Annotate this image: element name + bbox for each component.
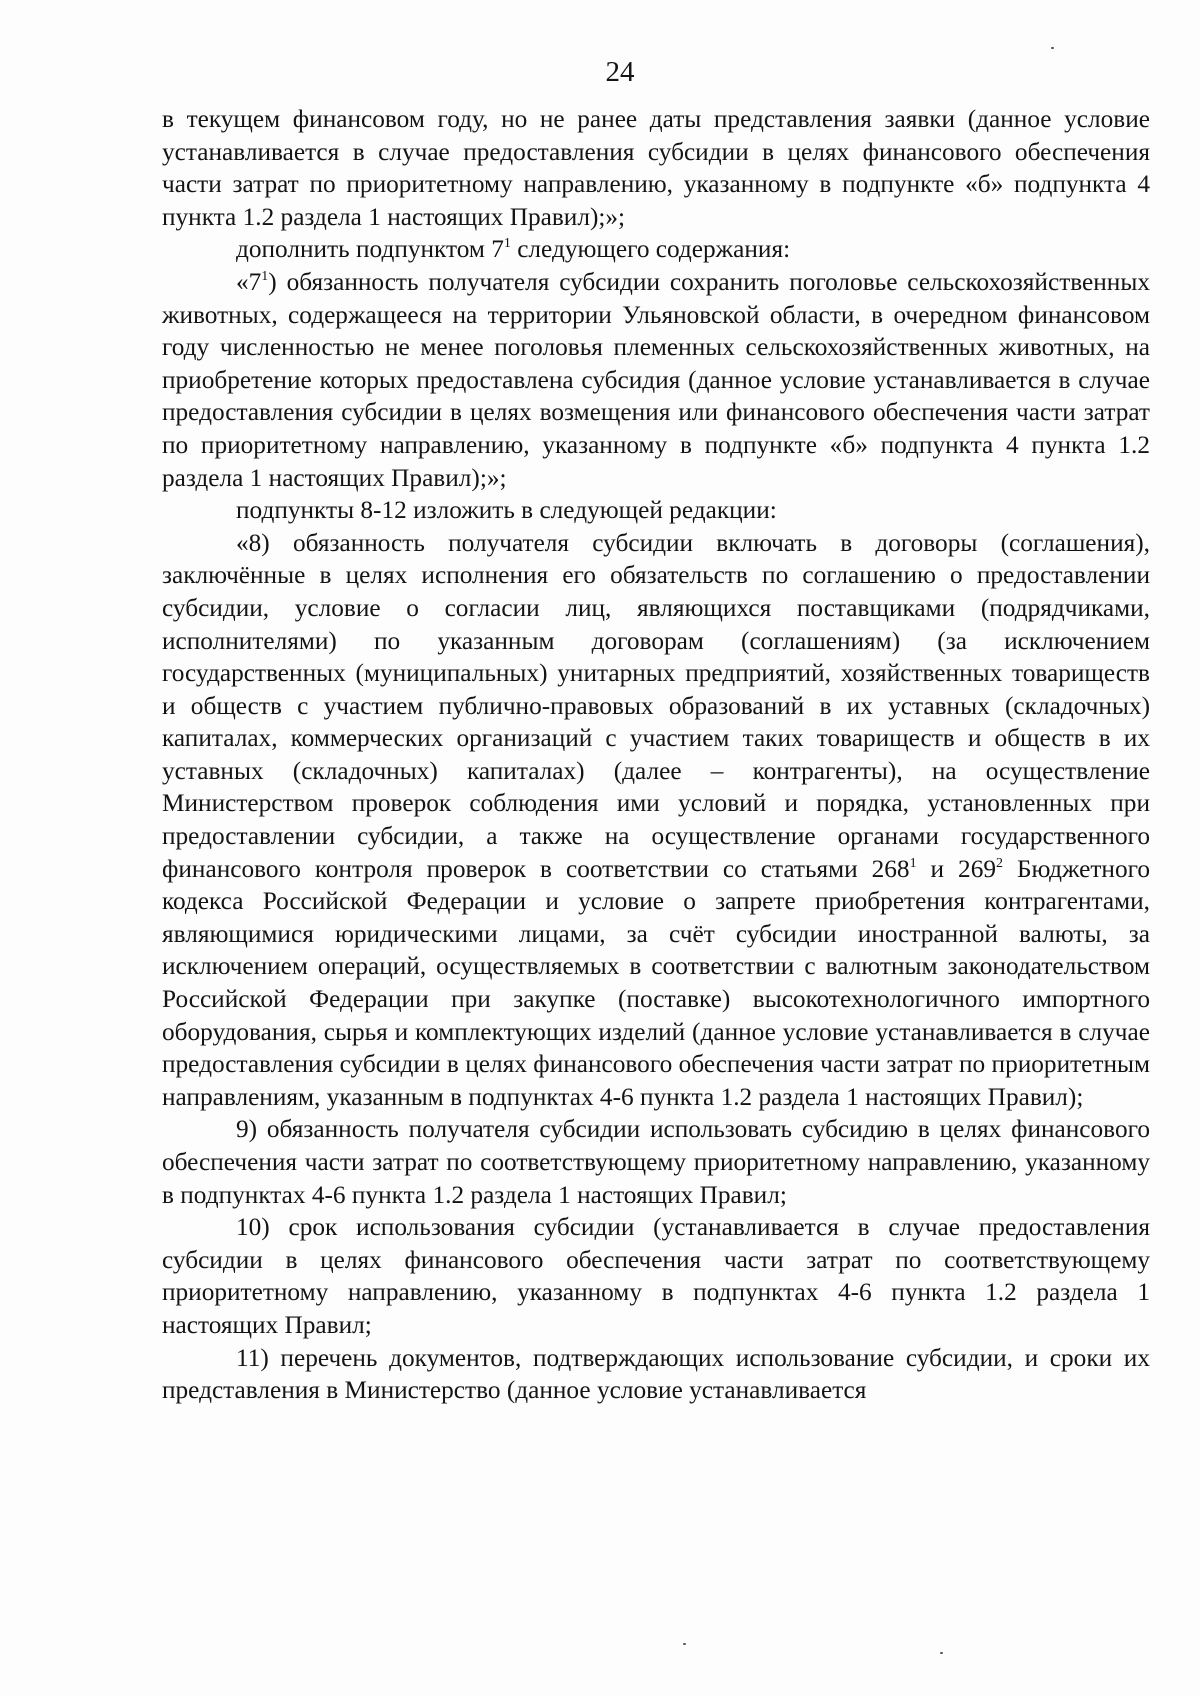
paragraph <box>162 1211 1150 1341</box>
paragraph <box>162 103 1150 233</box>
paragraph-text: 9) обязанность получателя субсидии использовать субсидию в целях финансового обеспечения части затрат по соответствующему приоритетному направлению, указанному в подпунктах 4-6 пункта 1.2 раздела 1 настоящих Правил; <box>162 1115 1150 1209</box>
paragraph-text: и 269 <box>916 854 997 883</box>
superscript-index: 1 <box>261 268 269 284</box>
paragraph-text: дополнить подпунктом 7 <box>236 235 504 264</box>
paragraph-text: 11) перечень документов, подтверждающих использование субсидии, и сроки их представления в Министерство (данное условие устанавливается <box>162 1343 1150 1405</box>
paragraph-text: ) обязанность получателя субсидии сохранить поголовье сельскохозяйственных животных, содержащееся на территории Ульяновской области, в очередном финансовом году численностью не менее поголовья племенных сельскохозяйственных животных, на приобретение которых предоставлена субсидия (данное условие устанавливается в случае предоставления субсидии в целях возмещения или финансового обеспечения части затрат по приоритетному направлению, указанному в подпункте «б» подпункта 4 пункта 1.2 раздела 1 настоящих Правил);»; <box>162 267 1150 492</box>
superscript-index: 1 <box>909 855 917 871</box>
paragraph <box>162 527 1150 1114</box>
paragraph-text: «8) обязанность получателя субсидии включать в договоры (соглашения), заключённые в целях исполнения его обязательств по соглашению о предоставлении субсидии, условие о согласии лиц, являющихся поставщиками (подрядчиками, исполнителями) по указанным договорам (соглашениям) (за исключением государственных (муниципальных) унитарных предприятий, хозяйственных товариществ и обществ с участием публично-правовых образований в их уставных (складочных) капиталах, коммерческих организаций с участием таких товариществ и обществ в их уставных (складочных) капиталах) (далее – контрагенты), на осуществление Министерством проверок соблюдения ими условий и порядка, установленных при предоставлении субсидии, а также на осуществление органами государственного финансового контроля проверок в соответствии со статьями 268 <box>162 528 1150 883</box>
paragraph-text: следующего содержания: <box>510 235 791 264</box>
superscript-index: 2 <box>996 855 1004 871</box>
paragraph <box>162 494 1150 527</box>
paragraph <box>162 1342 1150 1407</box>
paragraph-text: подпункты 8-12 изложить в следующей редакции: <box>236 496 777 525</box>
paragraph <box>162 1113 1150 1211</box>
paragraph <box>162 266 1150 494</box>
document-body <box>162 103 1150 1407</box>
superscript-index: 1 <box>503 236 511 252</box>
scan-speck <box>683 1643 686 1645</box>
scan-speck <box>940 1652 943 1654</box>
paragraph-text: Бюджетного кодекса Российской Федерации и условие о запрете приобретения контрагентами, являющимися юридическими лицами, за счёт субсидии иностранной валюты, за исключением операций, осуществляемых в соответствии с валютным законодательством Российской Федерации при закупке (поставке) высокотехнологичного импортного оборудования, сырья и комплектующих изделий (данное условие устанавливается в случае предоставления субсидии в целях финансового обеспечения части затрат по приоритетным направлениям, указанным в подпунктах 4-6 пункта 1.2 раздела 1 настоящих Правил); <box>162 854 1151 1111</box>
paragraph-text: 10) срок использования субсидии (устанавливается в случае предоставления субсидии в целях финансового обеспечения части затрат по соответствующему приоритетному направлению, указанному в подпунктах 4-6 пункта 1.2 раздела 1 настоящих Правил; <box>162 1213 1150 1339</box>
paragraph <box>162 233 1150 266</box>
paragraph-text: в текущем финансовом году, но не ранее даты представления заявки (данное условие устанавливается в случае предоставления субсидии в целях финансового обеспечения части затрат по приоритетному направлению, указанному в подпункте «б» подпункта 4 пункта 1.2 раздела 1 настоящих Правил);»; <box>162 105 1150 231</box>
page-number: 24 <box>605 56 635 88</box>
scan-speck <box>1051 47 1054 49</box>
paragraph-text: «7 <box>236 267 262 296</box>
